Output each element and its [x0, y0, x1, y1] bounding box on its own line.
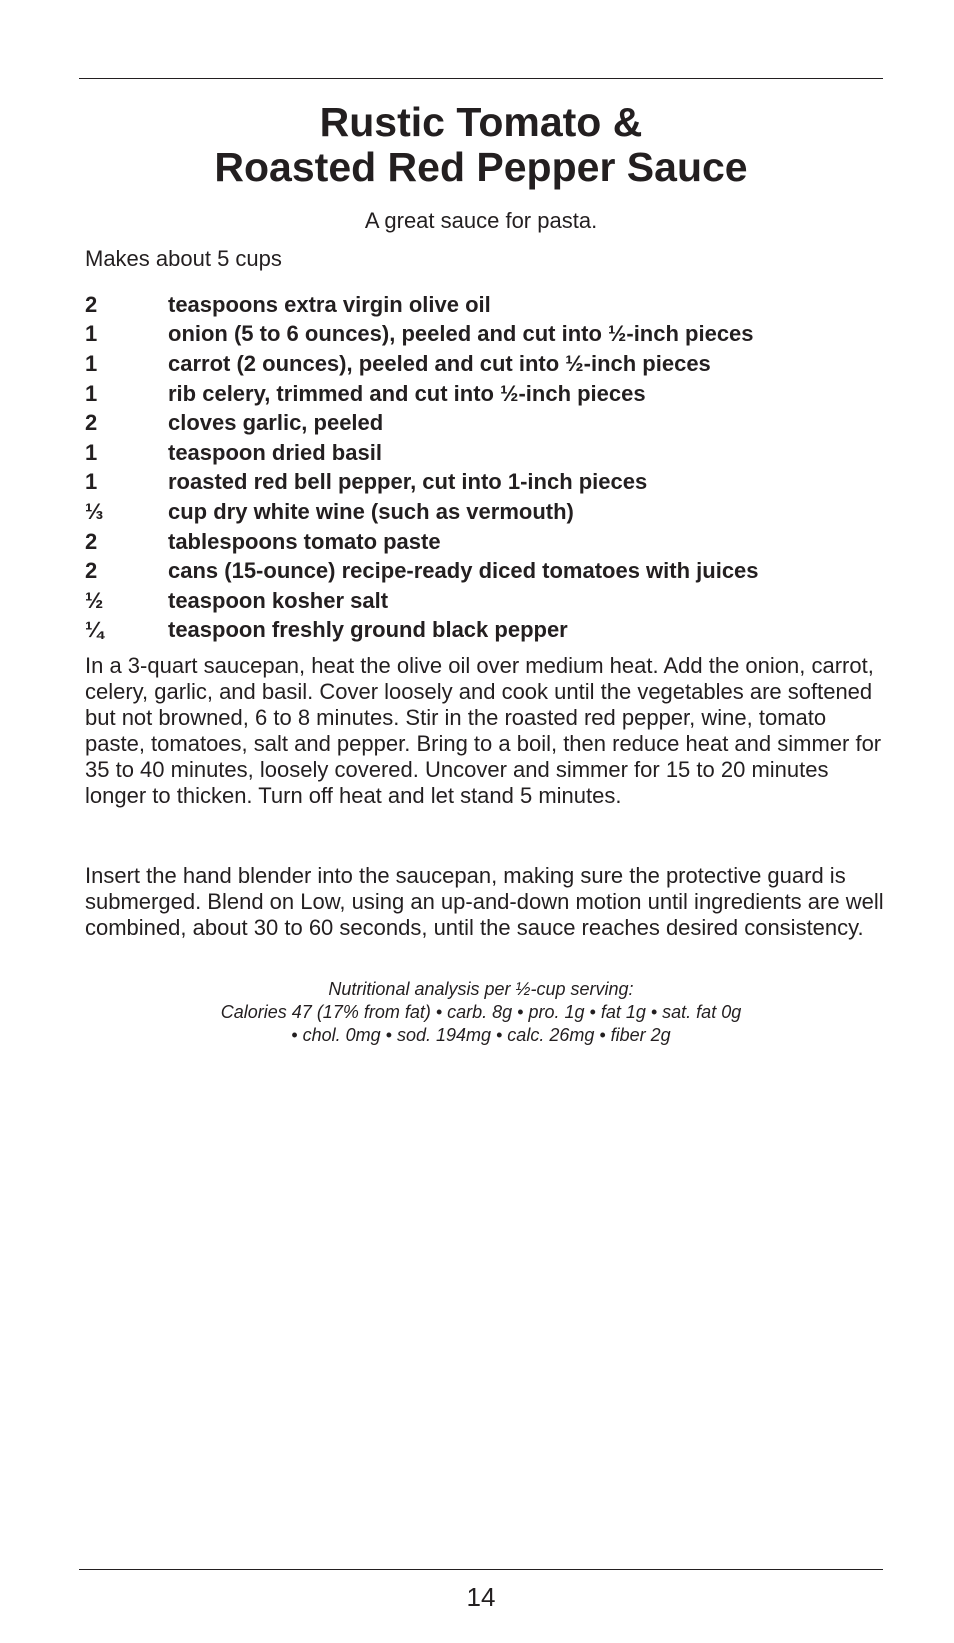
ingredient-description: teaspoon dried basil	[168, 439, 382, 465]
recipe-yield: Makes about 5 cups	[85, 246, 282, 271]
ingredient-quantity: 2	[85, 528, 98, 554]
ingredient-row	[85, 320, 885, 350]
ingredient-description: roasted red bell pepper, cut into 1-inch pieces	[168, 469, 648, 495]
nutrition-values-line-2: • chol. 0mg • sod. 194mg • calc. 26mg • fiber 2g	[291, 1025, 671, 1045]
ingredient-row	[85, 408, 885, 438]
directions-paragraph-1: In a 3-quart saucepan, heat the olive oil over medium heat. Add the onion, carrot, celery, garlic, and basil. Cover loosely and cook until the vegetables are softened but not browned, 6 to 8 minutes. Stir in the roasted red pepper, wine, tomato paste, tomatoes, salt and pepper. Bring to a boil, then reduce heat and simmer for 35 to 40 minutes, loosely covered. Uncover and simmer for 15 to 20 minutes longer to thicken. Turn off heat and let stand 5 minutes.	[85, 653, 882, 808]
ingredient-quantity: 1	[85, 321, 98, 347]
ingredient-description: onion (5 to 6 ounces), peeled and cut into ½-inch pieces	[168, 321, 754, 347]
ingredient-quantity: 1	[85, 380, 98, 406]
ingredient-row	[85, 290, 885, 320]
ingredient-row	[85, 438, 885, 468]
recipe-title	[79, 100, 883, 190]
top-rule	[79, 78, 883, 79]
bottom-rule	[79, 1569, 883, 1570]
directions-paragraph-2: Insert the hand blender into the saucepan, making sure the protective guard is submerged. Blend on Low, using an up-and-down motion until ingredients are well combined, about 30 to 60 seconds, until the sauce reaches desired consistency.	[85, 863, 884, 940]
nutrition-analysis	[79, 978, 883, 1047]
ingredient-quantity: ½	[85, 587, 104, 613]
ingredient-quantity: 1	[85, 439, 98, 465]
ingredient-description: teaspoon kosher salt	[168, 587, 389, 613]
ingredient-description: teaspoon freshly ground black pepper	[168, 617, 568, 643]
ingredient-description: cup dry white wine (such as vermouth)	[168, 498, 574, 524]
ingredient-description: cans (15-ounce) recipe-ready diced tomatoes with juices	[168, 558, 759, 584]
ingredient-description: teaspoons extra virgin olive oil	[168, 291, 491, 317]
ingredient-row	[85, 586, 885, 616]
page-number: 14	[466, 1582, 496, 1612]
ingredient-row	[85, 468, 885, 498]
ingredient-quantity: 1	[85, 350, 98, 376]
ingredient-description: carrot (2 ounces), peeled and cut into ½-inch pieces	[168, 350, 711, 376]
recipe-subtitle: A great sauce for pasta.	[364, 208, 598, 233]
ingredient-description: rib celery, trimmed and cut into ½-inch pieces	[168, 380, 646, 406]
ingredient-quantity: ⅓	[85, 498, 104, 524]
ingredient-quantity: 1	[85, 469, 98, 495]
ingredient-quantity: 2	[85, 410, 98, 436]
recipe-title-line-1: Rustic Tomato &	[319, 99, 643, 145]
ingredient-row	[85, 527, 885, 557]
ingredient-row	[85, 497, 885, 527]
ingredient-list	[85, 290, 885, 645]
ingredient-quantity: ¼	[85, 617, 104, 643]
nutrition-values-line-1: Calories 47 (17% from fat) • carb. 8g • pro. 1g • fat 1g • sat. fat 0g	[220, 1002, 742, 1022]
ingredient-row	[85, 379, 885, 409]
ingredient-quantity: 2	[85, 558, 98, 584]
nutrition-heading: Nutritional analysis per ½-cup serving:	[328, 979, 634, 999]
ingredient-description: cloves garlic, peeled	[168, 410, 384, 436]
ingredient-row	[85, 556, 885, 586]
ingredient-description: tablespoons tomato paste	[168, 528, 441, 554]
ingredient-row	[85, 349, 885, 379]
ingredient-quantity: 2	[85, 291, 98, 317]
recipe-title-line-2: Roasted Red Pepper Sauce	[214, 144, 748, 190]
ingredient-row	[85, 616, 885, 646]
